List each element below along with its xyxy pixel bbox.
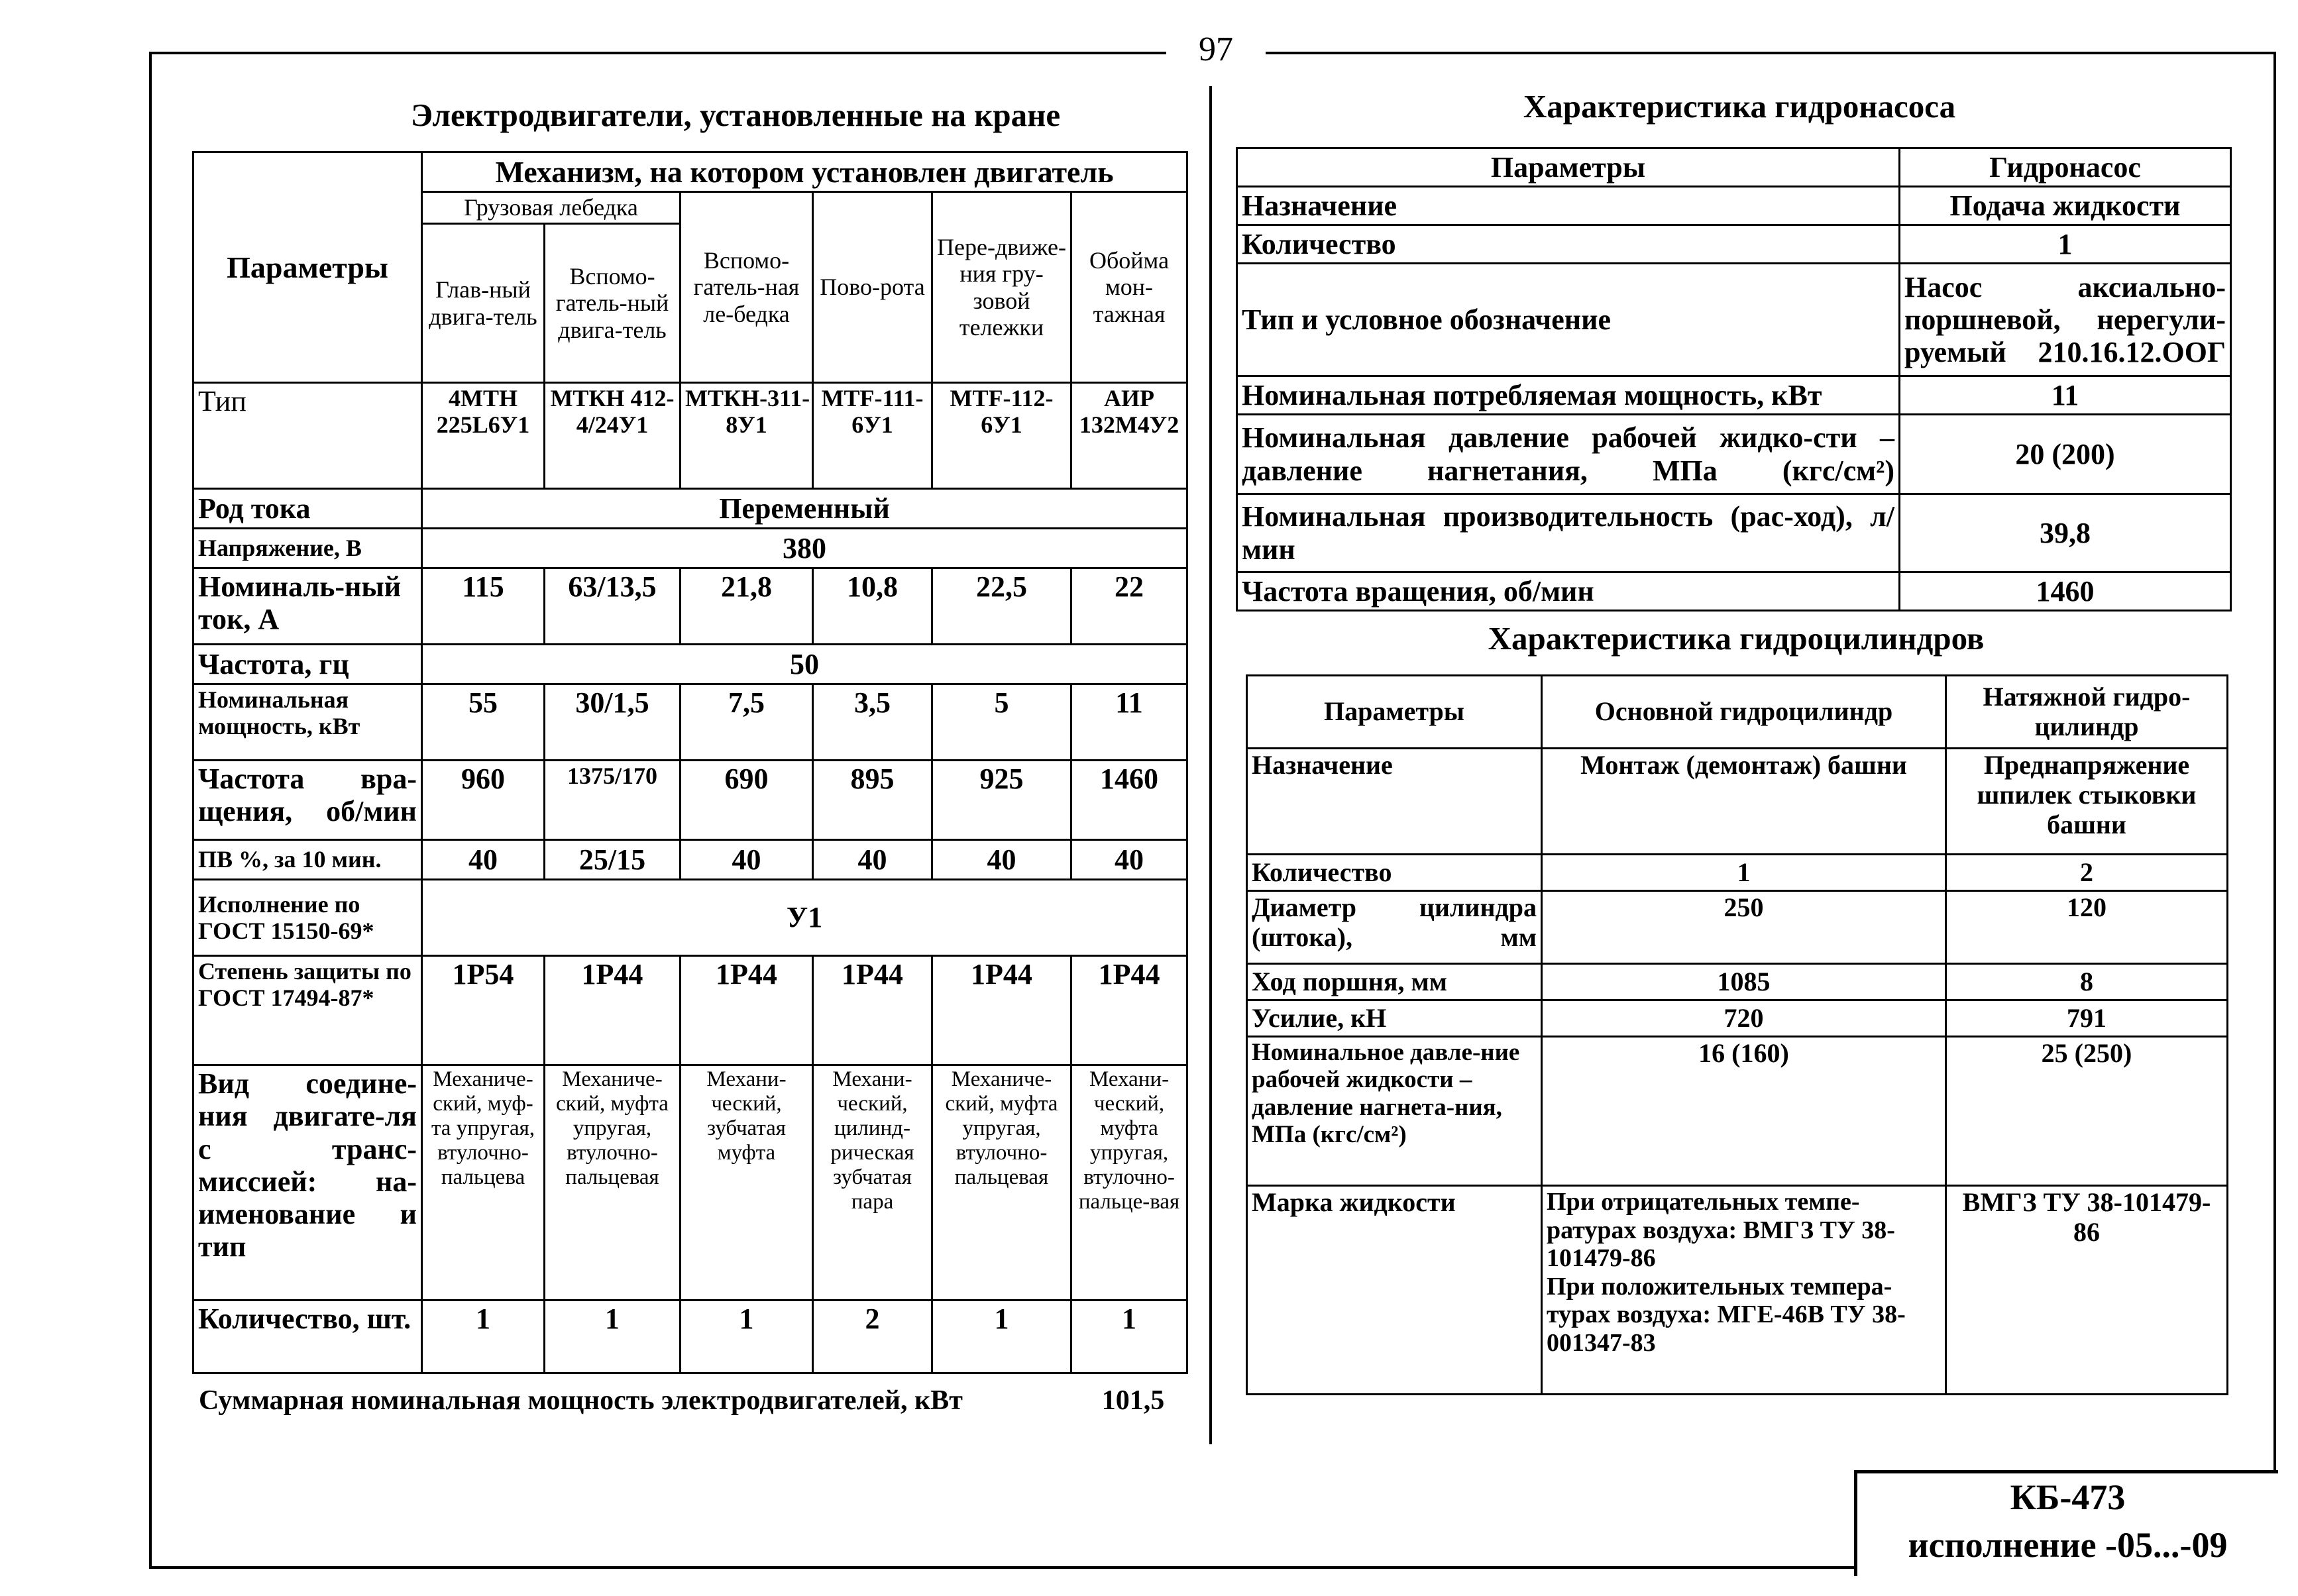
cell: 2 <box>813 1301 932 1373</box>
pump-row-value: 1 <box>1900 225 2231 264</box>
cell: Механиче-ский, муфта упругая, втулочно-пальцевая <box>545 1065 681 1301</box>
column-header: Пово-рота <box>813 192 932 383</box>
cyl-header-tension: Натяжной гидро-цилиндр <box>1946 676 2228 749</box>
cyl-row-label: Марка жидкости <box>1247 1186 1542 1395</box>
cell: 380 <box>422 529 1187 568</box>
cell: 40 <box>681 840 813 880</box>
row-label: Тип <box>193 383 422 489</box>
cylinders-title: Характеристика гидроцилиндров <box>1488 620 1985 657</box>
cell: У1 <box>422 880 1187 956</box>
cell: 1 <box>932 1301 1071 1373</box>
pump-header-params: Параметры <box>1237 148 1900 187</box>
cell: 40 <box>932 840 1071 880</box>
cell: 1 <box>545 1301 681 1373</box>
pump-row-label: Номинальная давление рабочей жидко-сти – давление нагнетания, МПа (кгс/см²) <box>1237 415 1900 494</box>
cell: МТКН 412-4/24У1 <box>545 383 681 489</box>
pump-row-value: 1460 <box>1900 572 2231 611</box>
pump-row-value: 11 <box>1900 376 2231 415</box>
pump-header-pump: Гидронасос <box>1900 148 2231 187</box>
cyl-row-label: Ход поршня, мм <box>1247 964 1542 1000</box>
cell: 22 <box>1071 568 1187 645</box>
column-header: Вспомо-гатель-ная ле-бедка <box>681 192 813 383</box>
cell: 1Р54 <box>422 956 545 1065</box>
cell: 63/13,5 <box>545 568 681 645</box>
cyl-tension-value: 791 <box>1946 1000 2228 1037</box>
cargo-winch-header: Грузовая лебедка <box>422 192 681 224</box>
pump-table <box>1236 147 2232 612</box>
cyl-tension-value: Преднапряжение шпилек стыковки башни <box>1946 749 2228 855</box>
title-stamp <box>1854 1470 2278 1576</box>
param-header: Параметры <box>193 152 422 383</box>
pump-row-label: Тип и условное обозначение <box>1237 264 1900 376</box>
pump-row-value: Подача жидкости <box>1900 187 2231 225</box>
cell: 11 <box>1071 684 1187 761</box>
column-header: Глав-ный двига-тель <box>422 224 545 383</box>
row-label: Количество, шт. <box>193 1301 422 1373</box>
cell: 1Р44 <box>813 956 932 1065</box>
cyl-main-value <box>1542 1186 1946 1395</box>
cylinders-table <box>1246 674 2228 1395</box>
cell: 10,8 <box>813 568 932 645</box>
cell: 1 <box>1071 1301 1187 1373</box>
cell: 40 <box>813 840 932 880</box>
cell: 1Р44 <box>1071 956 1187 1065</box>
cyl-main-value: 1 <box>1542 855 1946 891</box>
cell: 22,5 <box>932 568 1071 645</box>
row-label: Напряжение, В <box>193 529 422 568</box>
cyl-main-value: 16 (160) <box>1542 1037 1946 1186</box>
column-header: Обойма мон-тажная <box>1071 192 1187 383</box>
cyl-row-label: Диаметр цилиндра (штока), мм <box>1247 891 1542 964</box>
cyl-row-label: Количество <box>1247 855 1542 891</box>
mechanism-header: Механизм, на котором установлен двигатель <box>422 152 1187 192</box>
stamp-variant: исполнение -05...-09 <box>1908 1525 2228 1565</box>
cell: Переменный <box>422 489 1187 529</box>
cell: 115 <box>422 568 545 645</box>
cell: 895 <box>813 761 932 840</box>
cell: 4МТН 225L6У1 <box>422 383 545 489</box>
cell: МТКН-311-8У1 <box>681 383 813 489</box>
cyl-main-value: 1085 <box>1542 964 1946 1000</box>
cell: Механиче-ский, муф-та упругая, втулочно-пальцева <box>422 1065 545 1301</box>
cell: 7,5 <box>681 684 813 761</box>
column-header: Вспомо-гатель-ный двига-тель <box>545 224 681 383</box>
cyl-header-params: Параметры <box>1247 676 1542 749</box>
cell: 1460 <box>1071 761 1187 840</box>
cell: 1Р44 <box>681 956 813 1065</box>
pump-row-label: Количество <box>1237 225 1900 264</box>
row-label: Номинальная мощность, кВт <box>193 684 422 761</box>
total-power-label: Суммарная номинальная мощность электродвигателей, кВт <box>199 1385 963 1416</box>
row-label: Номиналь-ный ток, А <box>193 568 422 645</box>
row-label: Исполнение по ГОСТ 15150-69* <box>193 880 422 956</box>
cell: 21,8 <box>681 568 813 645</box>
pump-row-label: Назначение <box>1237 187 1900 225</box>
cell: АИР 132М4У2 <box>1071 383 1187 489</box>
pump-row-value: Насос аксиально-поршневой, нерегули-руемый 210.16.12.ООГ <box>1900 264 2231 376</box>
cell: 5 <box>932 684 1071 761</box>
cell: 40 <box>1071 840 1187 880</box>
row-label: Частота вра-щения, об/мин <box>193 761 422 840</box>
cell: 50 <box>422 645 1187 684</box>
cell: 40 <box>422 840 545 880</box>
cyl-row-label: Назначение <box>1247 749 1542 855</box>
cyl-main-value: 250 <box>1542 891 1946 964</box>
cell: 960 <box>422 761 545 840</box>
cell: 1 <box>681 1301 813 1373</box>
pump-row-label: Частота вращения, об/мин <box>1237 572 1900 611</box>
cell: 30/1,5 <box>545 684 681 761</box>
cell: MTF-111-6У1 <box>813 383 932 489</box>
fluid-negative-temp: При отрицательных темпе-ратурах воздуха: ВМГЗ ТУ 38-101479-86 <box>1547 1188 1895 1273</box>
cell: 55 <box>422 684 545 761</box>
page-number: 97 <box>1166 27 1266 73</box>
cyl-tension-value: 8 <box>1946 964 2228 1000</box>
cell: 1Р44 <box>545 956 681 1065</box>
cell: 690 <box>681 761 813 840</box>
cell: 925 <box>932 761 1071 840</box>
cell: 3,5 <box>813 684 932 761</box>
column-header: Пере-движе-ния гру-зовой тележки <box>932 192 1071 383</box>
cyl-header-main: Основной гидроцилиндр <box>1542 676 1946 749</box>
cell: Механи-ческий, цилинд-рическая зубчатая пара <box>813 1065 932 1301</box>
cyl-row-label: Номинальное давле-ние рабочей жидкости – давление нагнета-ния, МПа (кгс/см²) <box>1247 1037 1542 1186</box>
fluid-positive-temp: При положительных темпера-турах воздуха: МГЕ-46В ТУ 38-001347-83 <box>1547 1272 1906 1357</box>
cell: 1 <box>422 1301 545 1373</box>
cell: MTF-112-6У1 <box>932 383 1071 489</box>
cell: 1Р44 <box>932 956 1071 1065</box>
row-label: Вид соедине-ния двигате-ля с транс-миссией: на-именование и тип <box>193 1065 422 1301</box>
row-label: ПВ %, за 10 мин. <box>193 840 422 880</box>
cell: Механи-ческий, зубчатая муфта <box>681 1065 813 1301</box>
cell: 1375/170 <box>545 761 681 840</box>
stamp-model: КБ-473 <box>2010 1477 2126 1517</box>
pump-title: Характеристика гидронасоса <box>1523 88 1956 125</box>
pump-row-label: Номинальная потребляемая мощность, кВт <box>1237 376 1900 415</box>
cyl-tension-value: 2 <box>1946 855 2228 891</box>
cell: Механиче-ский, муфта упругая, втулочно-пальцевая <box>932 1065 1071 1301</box>
cell: Механи-ческий, муфта упругая, втулочно-пальце-вая <box>1071 1065 1187 1301</box>
motors-table <box>192 151 1188 1374</box>
pump-row-label: Номинальная производительность (рас-ход), л/мин <box>1237 494 1900 572</box>
cyl-tension-value: ВМГЗ ТУ 38-101479-86 <box>1946 1186 2228 1395</box>
cyl-tension-value: 25 (250) <box>1946 1037 2228 1186</box>
cyl-main-value: Монтаж (демонтаж) башни <box>1542 749 1946 855</box>
cell: 25/15 <box>545 840 681 880</box>
total-power-value: 101,5 <box>1101 1385 1165 1416</box>
motors-title: Электродвигатели, установленные на кране <box>410 97 1061 133</box>
pump-row-value: 20 (200) <box>1900 415 2231 494</box>
cyl-tension-value: 120 <box>1946 891 2228 964</box>
cyl-main-value: 720 <box>1542 1000 1946 1037</box>
row-label: Род тока <box>193 489 422 529</box>
pump-row-value: 39,8 <box>1900 494 2231 572</box>
column-divider <box>1209 86 1212 1444</box>
row-label: Степень защиты по ГОСТ 17494-87* <box>193 956 422 1065</box>
cyl-row-label: Усилие, кН <box>1247 1000 1542 1037</box>
row-label: Частота, гц <box>193 645 422 684</box>
